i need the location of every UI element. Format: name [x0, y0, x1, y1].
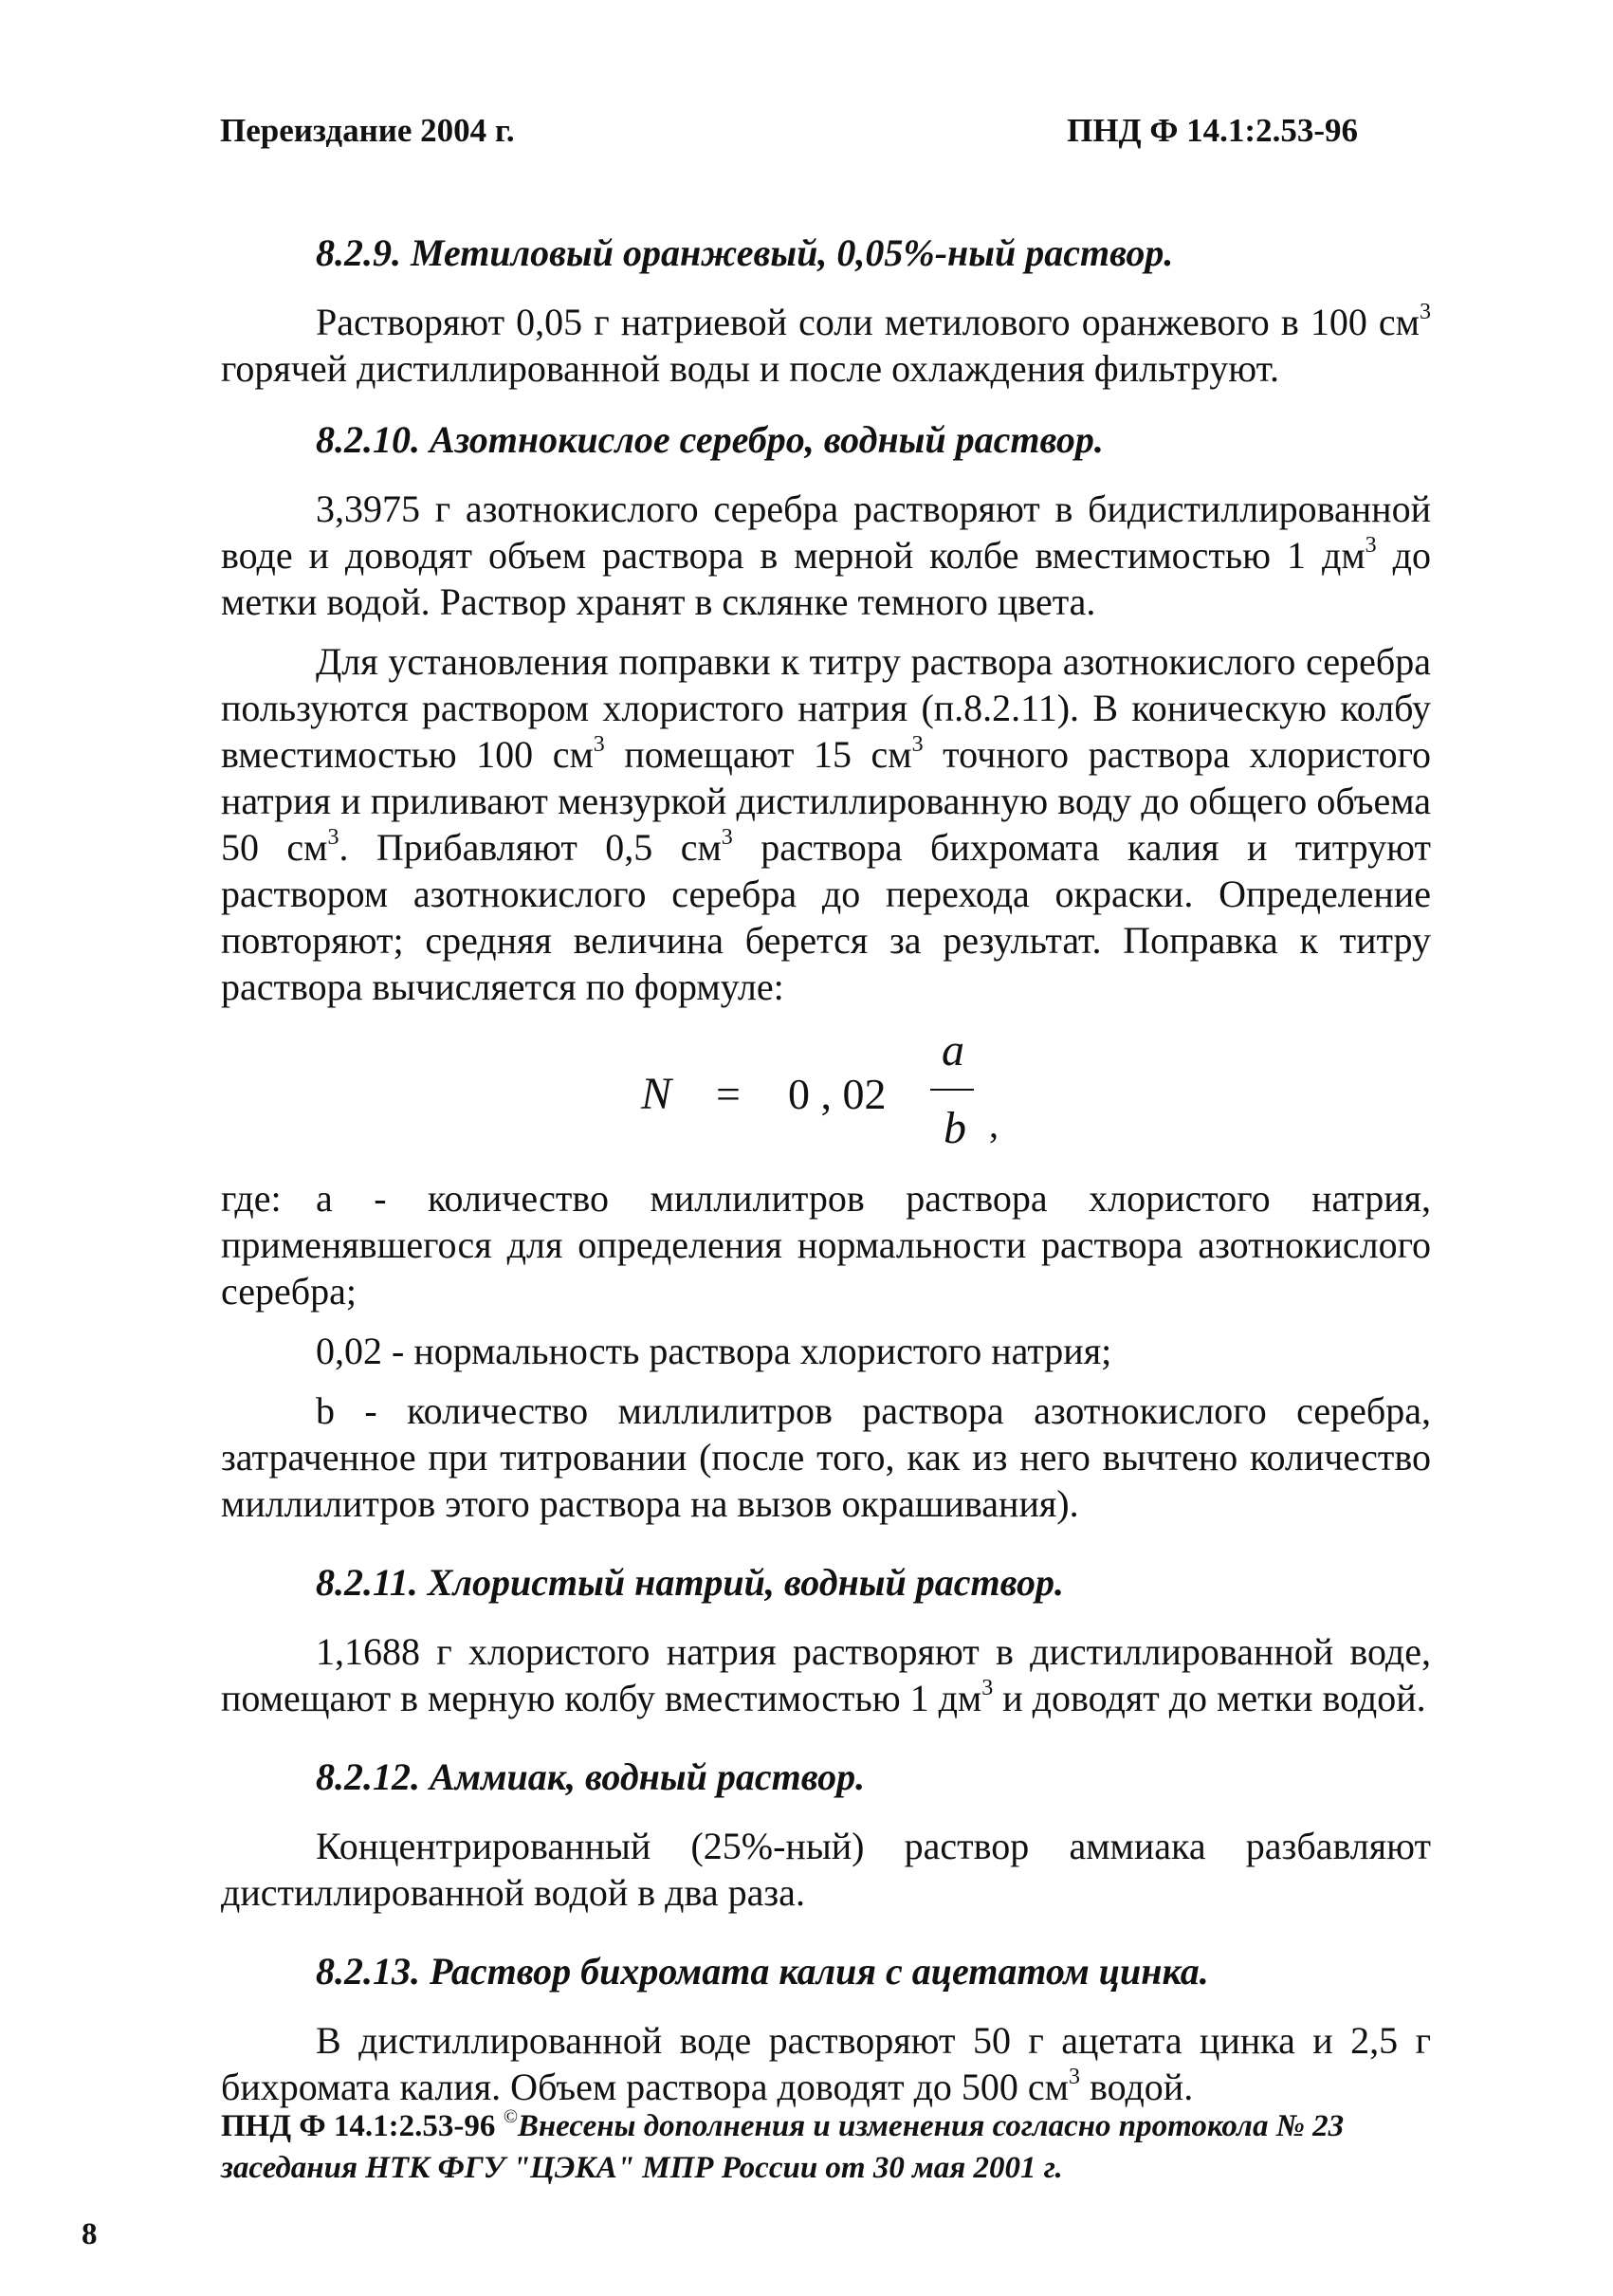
text-run: . Прибавляют 0,5 см [339, 826, 722, 869]
section-heading-8-2-12: 8.2.12. Аммиак, водный раствор. [316, 1755, 866, 1798]
superscript: 3 [1365, 533, 1377, 558]
where-a-row [221, 1175, 1431, 1314]
text-run: Растворяют 0,05 г натриевой соли метилового оранжевого в 100 см [316, 301, 1420, 343]
formula-equals: = [716, 1070, 741, 1118]
paragraph-8-2-11 [221, 1628, 1431, 1721]
page-body [221, 230, 1431, 2110]
section-heading-8-2-13: 8.2.13. Раствор бихромата калия с ацетатом цинка. [316, 1950, 1209, 1993]
paragraph-8-2-10-prep [221, 486, 1431, 625]
section-heading-8-2-9: 8.2.9. Метиловый оранжевый, 0,05%-ный раствор. [316, 231, 1174, 274]
where-label: где: [221, 1177, 282, 1220]
paragraph-8-2-12: Концентрированный (25%-ный) раствор аммиака разбавляют дистиллированной водой в два раза. [221, 1825, 1431, 1914]
formula-normality [221, 1018, 1431, 1169]
section-heading-8-2-11: 8.2.11. Хлористый натрий, водный раствор. [316, 1561, 1065, 1604]
formula-numerator: a [942, 1025, 964, 1075]
running-header [220, 112, 1358, 159]
formula-fraction-bar [930, 1089, 974, 1091]
footnote-document-code: ПНД Ф 14.1:2.53-96 [221, 2109, 496, 2143]
text-run: и доводят до метки водой. [993, 1677, 1426, 1719]
section-heading-8-2-10: 8.2.10. Азотнокислое серебро, водный раствор. [316, 418, 1104, 461]
paragraph-8-2-9 [221, 299, 1431, 392]
formula-denominator: b [944, 1103, 966, 1153]
text-run: до метки водой. Раствор хранят в склянке темного цвета. [221, 534, 1431, 623]
superscript: 3 [327, 825, 339, 850]
footnote-mark: © [503, 2106, 518, 2127]
header-edition: Переиздание 2004 г. [220, 112, 515, 149]
superscript: 3 [721, 825, 733, 850]
superscript: 3 [981, 1676, 994, 1700]
footnote-text: Внесены дополнения и изменения согласно протокола № 23 заседания НТК ФГУ "ЦЭКА" МПР России от 30 мая 2001 г. [221, 2109, 1345, 2185]
superscript: 3 [1068, 2065, 1080, 2089]
formula-comma: , [989, 1103, 999, 1146]
formula-coefficient: 0 , 02 [788, 1070, 887, 1118]
superscript: 3 [593, 732, 605, 757]
text-run: Для установления поправки к титру раствора азотнокислого серебра пользуются раствором хлористого натрия (п.8.2.11). В коническую колбу вместимостью 100 см [221, 640, 1431, 776]
paragraph-8-2-10-titer [221, 638, 1431, 1010]
header-document-code: ПНД Ф 14.1:2.53-96 [1067, 112, 1358, 149]
text-run: точного раствора хлористого натрия и приливают мензуркой дистиллированную воду до общего объема 50 см [221, 733, 1431, 869]
text-run: помещают 15 см [604, 733, 912, 776]
where-002: 0,02 - нормальность раствора хлористого натрия; [316, 1330, 1112, 1372]
text-run: 1,1688 г хлористого натрия растворяют в дистиллированной воде, помещают в мерную колбу вместимостью 1 дм [221, 1630, 1431, 1719]
page-number: 8 [82, 2217, 98, 2251]
text-run: горячей дистиллированной воды и после охлаждения фильтруют. [221, 347, 1280, 390]
superscript: 3 [911, 732, 924, 757]
amendment-footnote [221, 2105, 1431, 2189]
text-run: раствора бихромата калия и титруют раствором азотнокислого серебра до перехода окраски. Определение повторяют; средняя величина берется за результат. Поправка к титру раствора вычисляется по формуле: [221, 826, 1431, 1008]
where-b: b - количество миллилитров раствора азотнокислого серебра, затраченное при титровании (после того, как из него вычтено количество миллилитров этого раствора на вызов окрашивания). [221, 1389, 1431, 1525]
formula-lhs: N [641, 1069, 672, 1119]
text-run: В дистиллированной воде растворяют 50 г ацетата цинка и 2,5 г бихромата калия. Объем раствора доводят до 500 см [221, 2019, 1431, 2108]
where-a: а - количество миллилитров раствора хлористого натрия, применявшегося для определения нормальности раствора азотнокислого серебра; [221, 1177, 1431, 1313]
paragraph-8-2-13 [221, 2017, 1431, 2110]
text-run: 3,3975 г азотнокислого серебра растворяют в бидистиллированной воде и доводят объем раствора в мерной колбе вместимостью 1 дм [221, 487, 1431, 577]
superscript: 3 [1420, 300, 1431, 324]
text-run: водой. [1079, 2066, 1194, 2108]
